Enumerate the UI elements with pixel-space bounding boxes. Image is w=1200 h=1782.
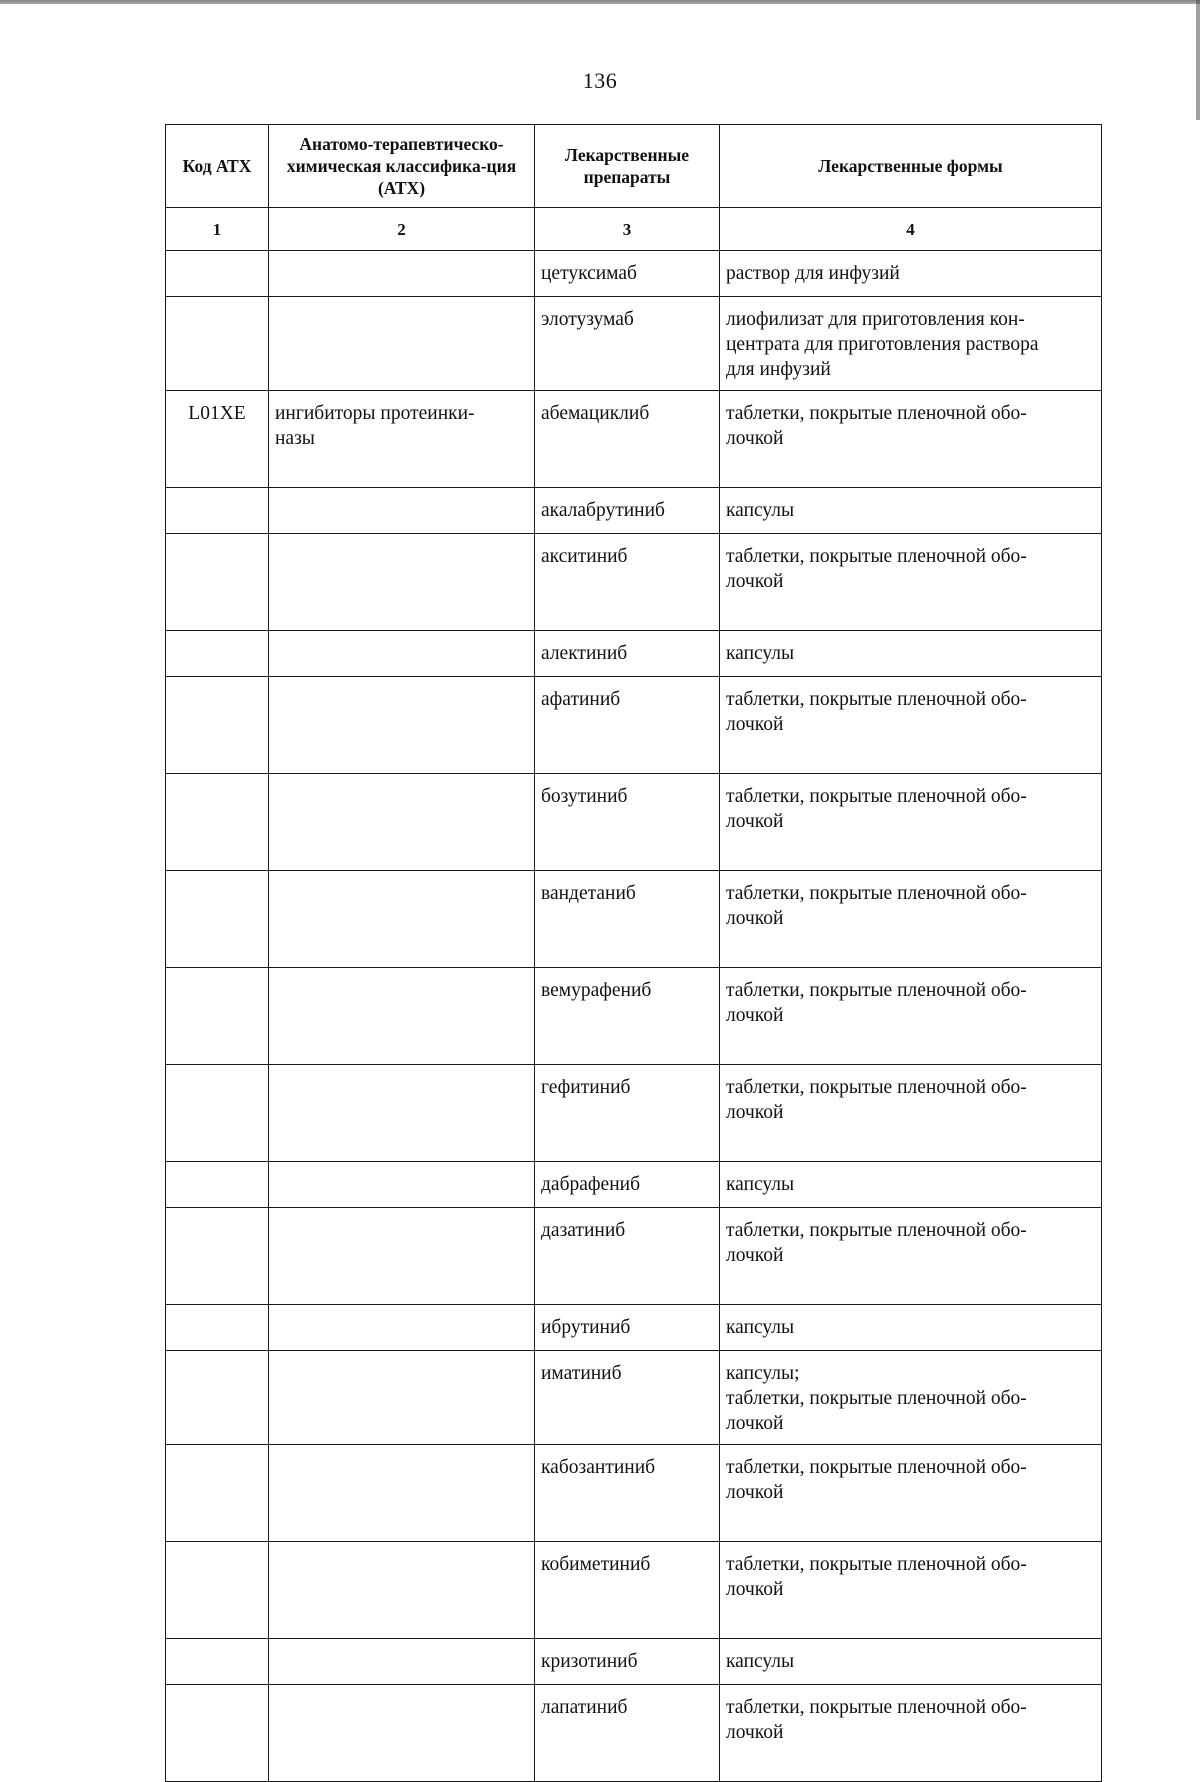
scan-edge-top [0,0,1200,4]
atc-classification-cell [269,871,535,968]
atc-code-cell [166,488,269,534]
atc-code-cell [166,1208,269,1305]
table-row [166,251,1102,297]
page-number: 136 [582,68,618,93]
scan-edge-right [1196,0,1200,120]
atc-classification-cell [269,1685,535,1782]
column-number: 3 [535,208,720,251]
table-row [166,488,1102,534]
dosage-form-cell: таблетки, покрытые пленочной обо- лочкой [720,1542,1102,1639]
atc-classification-cell [269,774,535,871]
atc-classification-cell [269,1542,535,1639]
atc-code-cell [166,1445,269,1542]
table-row [166,391,1102,488]
atc-code-cell [166,1639,269,1685]
dosage-form-cell: таблетки, покрытые пленочной обо- лочкой [720,968,1102,1065]
atc-code-cell [166,297,269,391]
atc-code-cell [166,1685,269,1782]
table-row [166,534,1102,631]
header-row [166,125,1102,208]
table-row [166,871,1102,968]
atc-classification-cell [269,631,535,677]
atc-code-cell [166,1065,269,1162]
table-row [166,297,1102,391]
atc-code-cell [166,1351,269,1445]
dosage-form-cell: таблетки, покрытые пленочной обо- лочкой [720,774,1102,871]
header-drugs: Лекарственные препараты [535,125,720,208]
drug-name-cell: абемациклиб [535,391,720,488]
dosage-form-cell: капсулы [720,631,1102,677]
table-header [166,125,1102,208]
table-row [166,774,1102,871]
atc-classification-cell [269,1065,535,1162]
dosage-form-cell: таблетки, покрытые пленочной обо- лочкой [720,677,1102,774]
dosage-form-cell: таблетки, покрытые пленочной обо- лочкой [720,1445,1102,1542]
atc-classification-cell [269,251,535,297]
dosage-form-cell: раствор для инфузий [720,251,1102,297]
header-atc-code: Код АТХ [166,125,269,208]
dosage-form-cell: капсулы [720,1639,1102,1685]
atc-code-cell [166,251,269,297]
drug-name-cell: дазатиниб [535,1208,720,1305]
drug-name-cell: акситиниб [535,534,720,631]
atc-classification-cell [269,1639,535,1685]
drug-name-cell: цетуксимаб [535,251,720,297]
atc-classification-cell [269,677,535,774]
table-row [166,1445,1102,1542]
table-row [166,1065,1102,1162]
dosage-form-cell: таблетки, покрытые пленочной обо- лочкой [720,871,1102,968]
column-number-row [166,208,1102,251]
column-number: 4 [720,208,1102,251]
drug-name-cell: бозутиниб [535,774,720,871]
table-row [166,1685,1102,1782]
drug-name-cell: кобиметиниб [535,1542,720,1639]
atc-code-cell [166,774,269,871]
atc-classification-cell [269,534,535,631]
table-row [166,677,1102,774]
atc-code-cell: L01XE [166,391,269,488]
table-row [166,1208,1102,1305]
drug-name-cell: лапатиниб [535,1685,720,1782]
drug-name-cell: алектиниб [535,631,720,677]
atc-code-cell [166,677,269,774]
atc-code-cell [166,871,269,968]
drug-name-cell: дабрафениб [535,1162,720,1208]
atc-classification-cell: ингибиторы протеинки- назы [269,391,535,488]
table-row [166,1351,1102,1445]
header-dosage-forms: Лекарственные формы [720,125,1102,208]
table-row [166,1162,1102,1208]
drug-name-cell: элотузумаб [535,297,720,391]
atc-classification-cell [269,1445,535,1542]
drug-name-cell: иматиниб [535,1351,720,1445]
atc-code-cell [166,1542,269,1639]
atc-classification-cell [269,1351,535,1445]
dosage-form-cell: капсулы [720,1162,1102,1208]
table-row [166,1639,1102,1685]
table-row [166,631,1102,677]
dosage-form-cell: капсулы [720,488,1102,534]
dosage-form-cell: таблетки, покрытые пленочной обо- лочкой [720,1685,1102,1782]
atc-classification-cell [269,968,535,1065]
dosage-form-cell: капсулы; таблетки, покрытые пленочной обо- лочкой [720,1351,1102,1445]
atc-code-cell [166,1305,269,1351]
atc-classification-cell [269,1208,535,1305]
atc-classification-cell [269,297,535,391]
dosage-form-cell: капсулы [720,1305,1102,1351]
dosage-form-cell: лиофилизат для приготовления кон- центрата для приготовления раствора для инфузий [720,297,1102,391]
atc-classification-cell [269,1162,535,1208]
drug-name-cell: вемурафениб [535,968,720,1065]
dosage-form-cell: таблетки, покрытые пленочной обо- лочкой [720,1208,1102,1305]
drug-name-cell: ибрутиниб [535,1305,720,1351]
drug-name-cell: акалабрутиниб [535,488,720,534]
table-body [166,208,1102,1782]
table-row [166,968,1102,1065]
dosage-form-cell: таблетки, покрытые пленочной обо- лочкой [720,391,1102,488]
atc-code-cell [166,631,269,677]
atc-code-cell [166,968,269,1065]
drug-name-cell: кризотиниб [535,1639,720,1685]
dosage-form-cell: таблетки, покрытые пленочной обо- лочкой [720,1065,1102,1162]
header-atc-classification: Анатомо-терапевтическо-химическая классифика-ция (АТХ) [269,125,535,208]
column-number: 1 [166,208,269,251]
column-number: 2 [269,208,535,251]
drug-name-cell: гефитиниб [535,1065,720,1162]
drug-name-cell: кабозантиниб [535,1445,720,1542]
atc-classification-cell [269,488,535,534]
atc-code-cell [166,534,269,631]
table-row [166,1542,1102,1639]
table-row [166,1305,1102,1351]
atc-code-cell [166,1162,269,1208]
drug-name-cell: афатиниб [535,677,720,774]
drug-table [165,124,1102,1782]
dosage-form-cell: таблетки, покрытые пленочной обо- лочкой [720,534,1102,631]
atc-classification-cell [269,1305,535,1351]
drug-name-cell: вандетаниб [535,871,720,968]
